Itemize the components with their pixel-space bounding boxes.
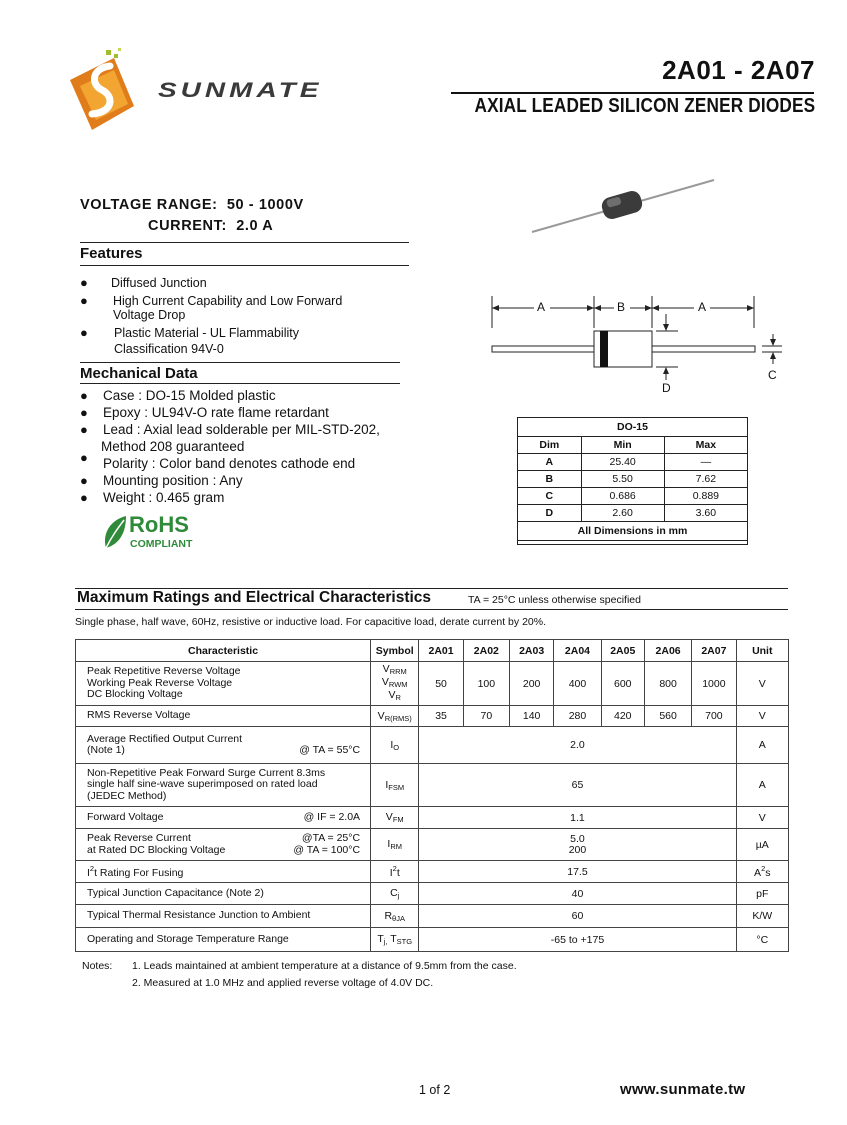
voltage-range: VOLTAGE RANGE: 50 - 1000V (80, 197, 304, 213)
list-item: ● Case : DO-15 Molded plastic (80, 388, 276, 403)
table-row: Non-Repetitive Peak Forward Surge Current 8.3ms single half sine-wave superimposed on rated load (JEDEC Method) $I_{FSM}$ 65 A (76, 764, 789, 807)
list-item: ● Plastic Material - UL Flammability Classification 94V-0 (80, 325, 299, 356)
logo-mark (70, 48, 134, 130)
rohs-badge: RoHS COMPLIANT (102, 514, 212, 552)
list-item: ● Epoxy : UL94V-O rate flame retardant (80, 405, 329, 420)
diode-photo (528, 176, 718, 238)
list-item: ● Mounting position : Any (80, 473, 243, 488)
list-item: ● Diffused Junction (80, 275, 207, 290)
page-number: 1 of 2 (419, 1083, 451, 1097)
divider (80, 265, 409, 266)
ratings-title: Maximum Ratings and Electrical Characteristics (77, 589, 432, 606)
table-row: Typical Junction Capacitance (Note 2) $C_j$ 40 pF (76, 883, 789, 905)
website-link[interactable]: www.sunmate.tw (620, 1081, 746, 1098)
table-row: RMS Reverse Voltage $V_{R(RMS)}$ 35 70 140 280 420 560 700 V (76, 706, 789, 727)
dim-label-c: C (768, 368, 777, 382)
table-row: Average Rectified Output Current (Note 1) @ TA = 55°C $I_O$ 2.0 A (76, 727, 789, 764)
dim-label-d: D (662, 381, 671, 395)
table-row: $I^2t$ Rating For Fusing $I^2t$ 17.5 $A^2s$ (76, 861, 789, 883)
dim-table-title: DO-15 (518, 418, 748, 437)
table-row: B 5.50 7.62 (518, 471, 748, 488)
dimension-table (517, 417, 748, 541)
list-item: ● High Current Capability and Low Forward Voltage Drop (80, 293, 343, 322)
divider (75, 609, 788, 610)
dim-label-b: B (617, 300, 626, 314)
ratings-table (75, 639, 789, 952)
notes: Notes: 1. Leads maintained at ambient temperature at a distance of 9.5mm from the case. 2. Measured at 1.0 MHz and applied reverse voltage of 4.0V DC. (82, 960, 517, 989)
table-row: Peak Repetitive Reverse Voltage Working Peak Reverse Voltage DC Blocking Voltage $V_{RRM}$ $V_{RWM}$ $V_R$ 50 100 200 400 600 800 1000 V (76, 662, 789, 706)
table-row: C 0.686 0.889 (518, 488, 748, 505)
table-header-row: Characteristic Symbol 2A01 2A02 2A03 2A04 2A05 2A06 2A07 Unit (76, 640, 789, 662)
list-item: ● Polarity : Color band denotes cathode end (80, 450, 356, 471)
brand-logo (70, 48, 340, 138)
list-item: ● Weight : 0.465 gram (80, 490, 225, 505)
list-item: ● Lead : Axial lead solderable per MIL-STD-202, Method 208 guaranteed (80, 422, 380, 454)
table-row: Forward Voltage @ IF = 2.0A $V_{FM}$ 1.1 V (76, 807, 789, 829)
table-row: Operating and Storage Temperature Range $T_{j,}$ $T_{STG}$ -65 to +175 °C (76, 928, 789, 952)
table-row: D 2.60 3.60 (518, 505, 748, 522)
features-heading: Features (80, 245, 143, 262)
leaf-icon (102, 514, 128, 550)
table-row: Typical Thermal Resistance Junction to Ambient $R_{\theta JA}$ 60 K/W (76, 905, 789, 928)
mechanical-heading: Mechanical Data (80, 365, 198, 382)
dim-label-a-right: A (698, 300, 707, 314)
dim-table-footer: All Dimensions in mm (518, 522, 748, 541)
divider (80, 362, 400, 363)
ratings-condition: TA = 25°C unless otherwise specified (468, 594, 641, 606)
current-rating: CURRENT: 2.0 A (148, 218, 274, 234)
brand-wordmark: SUNMATE (158, 78, 323, 102)
ratings-note: Single phase, half wave, 60Hz, resistive or inductive load. For capacitive load, derate current by 20%. (75, 616, 546, 628)
outline-drawing (486, 290, 786, 400)
title-divider (451, 92, 814, 94)
divider (80, 242, 409, 243)
dim-header: Max (664, 437, 747, 454)
table-row: Peak Reverse Current @TA = 25°C at Rated DC Blocking Voltage @ TA = 100°C $I_{RM}$ 5.0 200 µA (76, 829, 789, 861)
dim-header: Dim (518, 437, 582, 454)
dim-label-a-left: A (537, 300, 546, 314)
dim-header: Min (581, 437, 664, 454)
product-title: AXIAL LEADED SILICON ZENER DIODES (474, 95, 815, 117)
divider (80, 383, 400, 384)
table-row: A 25.40 — (518, 454, 748, 471)
part-number-title: 2A01 - 2A07 (662, 55, 815, 85)
